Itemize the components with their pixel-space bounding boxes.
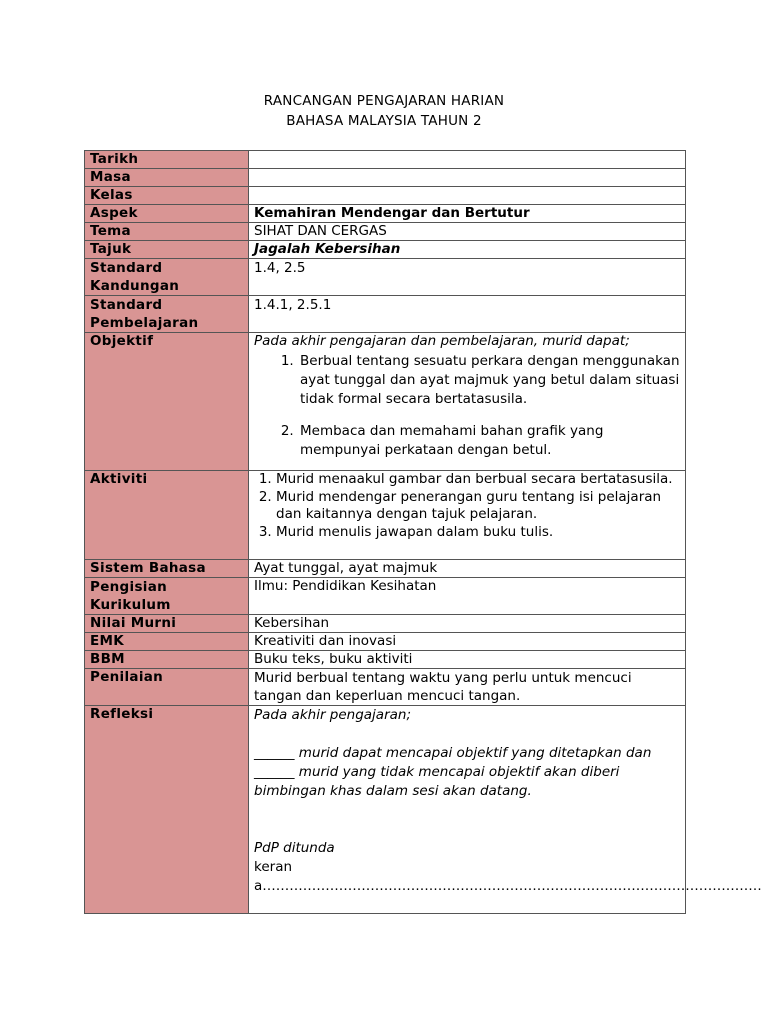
value-bbm: Buku teks, buku aktiviti	[249, 651, 686, 669]
value-nilai-murni: Kebersihan	[249, 615, 686, 633]
value-masa	[249, 169, 686, 187]
row-sistem-bahasa	[85, 560, 686, 578]
value-standard-kandungan: 1.4, 2.5	[249, 259, 686, 296]
aktiviti-item: 1. Murid menaakul gambar dan berbual secara bertatasusila.	[276, 471, 680, 489]
refleksi-achieved-line: ______ murid dapat mencapai objektif yang ditetapkan dan	[254, 745, 652, 761]
label-standard-kandungan: Standard Kandungan	[85, 259, 249, 296]
objektif-item: 1. Berbual tentang sesuatu perkara dengan menggunakan ayat tunggal dan ayat majmuk yang betul dalam situasi tidak formal secara bertatasusila.	[298, 352, 680, 409]
objektif-intro: Pada akhir pengajaran dan pembelajaran, murid dapat;	[254, 333, 630, 349]
value-standard-pembelajaran: 1.4.1, 2.5.1	[249, 296, 686, 333]
refleksi-reason-line: kerana…………………………………………………………………………………………………	[254, 859, 762, 894]
label-emk: EMK	[85, 633, 249, 651]
aktiviti-list	[254, 471, 680, 541]
value-kelas	[249, 187, 686, 205]
document-subtitle: BAHASA MALAYSIA TAHUN 2	[286, 113, 482, 129]
label-tema: Tema	[85, 223, 249, 241]
refleksi-pdp-postponed: PdP ditunda	[254, 840, 335, 856]
aktiviti-item: 2. Murid mendengar penerangan guru tentang isi pelajaran dan kaitannya dengan tajuk pelajaran.	[276, 489, 680, 524]
row-aktiviti	[85, 471, 686, 560]
label-aktiviti: Aktiviti	[85, 471, 249, 560]
label-refleksi: Refleksi	[85, 706, 249, 914]
row-kelas	[85, 187, 686, 205]
row-nilai-murni	[85, 615, 686, 633]
label-tajuk: Tajuk	[85, 241, 249, 259]
row-tajuk	[85, 241, 686, 259]
row-objektif	[85, 333, 686, 471]
row-masa	[85, 169, 686, 187]
value-aktiviti	[249, 471, 686, 560]
value-penilaian: Murid berbual tentang waktu yang perlu untuk mencuci tangan dan keperluan mencuci tangan.	[249, 669, 686, 706]
value-tajuk: Jagalah Kebersihan	[249, 241, 686, 259]
row-emk	[85, 633, 686, 651]
row-bbm	[85, 651, 686, 669]
label-objektif: Objektif	[85, 333, 249, 471]
value-emk: Kreativiti dan inovasi	[249, 633, 686, 651]
row-aspek	[85, 205, 686, 223]
objektif-item: 2. Membaca dan memahami bahan grafik yang mempunyai perkataan dengan betul.	[298, 422, 680, 460]
value-aspek: Kemahiran Mendengar dan Bertutur	[249, 205, 686, 223]
label-sistem-bahasa: Sistem Bahasa	[85, 560, 249, 578]
label-tarikh: Tarikh	[85, 151, 249, 169]
value-pengisian-kurikulum: Ilmu: Pendidikan Kesihatan	[249, 578, 686, 615]
refleksi-intro: Pada akhir pengajaran;	[254, 707, 412, 723]
row-standard-kandungan	[85, 259, 686, 296]
value-sistem-bahasa: Ayat tunggal, ayat majmuk	[249, 560, 686, 578]
value-tarikh	[249, 151, 686, 169]
value-refleksi	[249, 706, 762, 914]
aktiviti-item: 3. Murid menulis jawapan dalam buku tulis.	[276, 524, 680, 542]
document-title: RANCANGAN PENGAJARAN HARIAN	[263, 93, 505, 109]
label-standard-pembelajaran: Standard Pembelajaran	[85, 296, 249, 333]
row-standard-pembelajaran	[85, 296, 686, 333]
label-masa: Masa	[85, 169, 249, 187]
row-pengisian-kurikulum	[85, 578, 686, 615]
row-tarikh	[85, 151, 686, 169]
row-refleksi	[85, 706, 686, 914]
label-pengisian-kurikulum: Pengisian Kurikulum	[85, 578, 249, 615]
label-bbm: BBM	[85, 651, 249, 669]
lesson-plan-table	[84, 150, 762, 914]
label-kelas: Kelas	[85, 187, 249, 205]
label-penilaian: Penilaian	[85, 669, 249, 706]
row-tema	[85, 223, 686, 241]
objektif-list	[254, 352, 680, 460]
value-tema: SIHAT DAN CERGAS	[249, 223, 686, 241]
refleksi-not-achieved-line: ______ murid yang tidak mencapai objektif akan diberi bimbingan khas dalam sesi akan datang.	[254, 764, 620, 799]
row-penilaian	[85, 669, 686, 706]
value-objektif	[249, 333, 686, 471]
label-nilai-murni: Nilai Murni	[85, 615, 249, 633]
label-aspek: Aspek	[85, 205, 249, 223]
